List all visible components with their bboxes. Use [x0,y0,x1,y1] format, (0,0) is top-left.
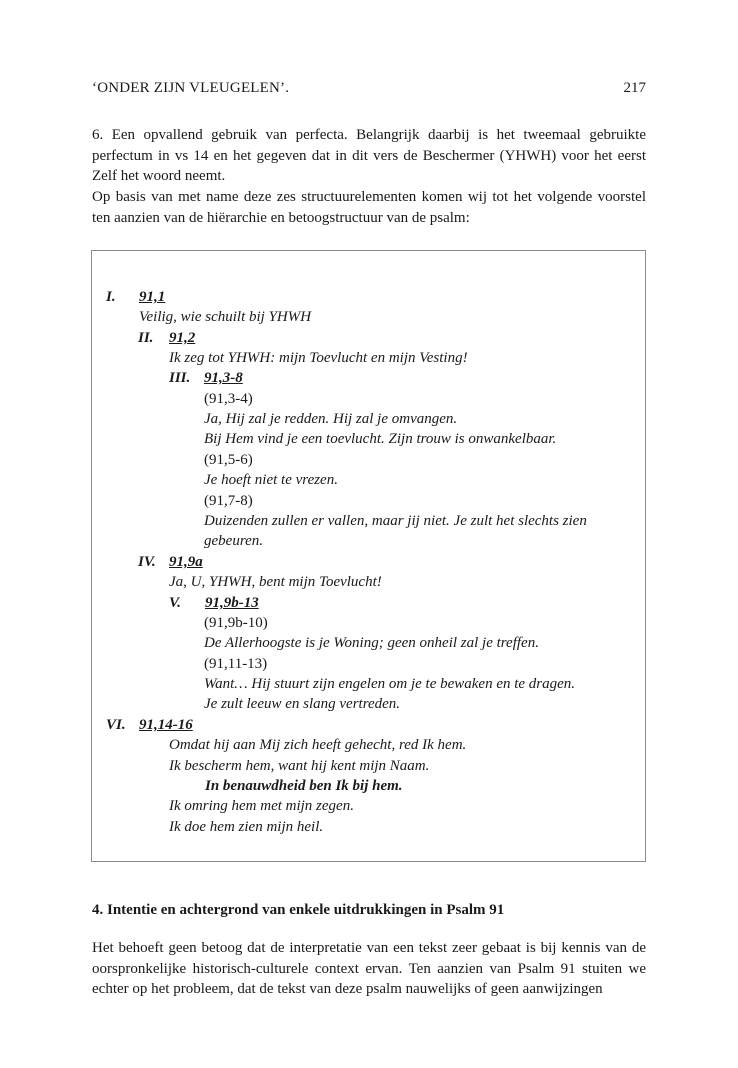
section-numeral-2: II. [138,330,154,346]
verse-line: Bij Hem vind je een toevlucht. Zijn trouw is onwankelbaar. [204,431,557,447]
section-numeral-1: I. [106,289,116,305]
verse-range: (91,11-13) [204,656,268,672]
section-heading: 4. Intentie en achtergrond van enkele uitdrukkingen in Psalm 91 [92,902,505,918]
section-ref-6: 91,14-16 [139,717,193,733]
verse-range: (91,3-4) [204,391,253,407]
section-paragraph: Het behoeft geen betoog dat de interpretatie van een tekst zeer gebaat is bij kennis van de oorspronkelijke historisch-culturele context ervan. Ten aanzien van Psalm 91 stuiten we echter op het probleem, dat de tekst van deze psalm nauwelijks of geen aanwijzingen [92,940,646,998]
section-ref-2: 91,2 [169,330,196,346]
running-header [92,78,646,98]
verse-line: Je zult leeuw en slang vertreden. [204,696,401,712]
section-ref-3: 91,3-8 [204,370,243,386]
section-ref-4: 91,9a [169,554,203,570]
verse-range: (91,9b-10) [204,615,268,631]
verse-line-emphasized: In benauwdheid ben Ik bij hem. [205,778,403,794]
section-numeral-6: VI. [106,717,126,733]
verse-range: (91,7-8) [204,493,253,509]
verse-range: (91,5-6) [204,452,253,468]
section-ref-5: 91,9b-13 [205,595,259,611]
verse-line: De Allerhoogste is je Woning; geen onheil zal je treffen. [204,635,539,651]
verse-line: Want… Hij stuurt zijn engelen om je te bewaken en te dragen. [204,676,576,692]
page-number: 217 [623,80,646,96]
verse-line: Duizenden zullen er vallen, maar jij niet. Je zult het slechts zien [204,513,587,529]
verse-line: Ik omring hem met mijn zegen. [169,798,354,814]
intro-paragraph-1: 6. Een opvallend gebruik van perfecta. Belangrijk daarbij is het tweemaal gebruikte perfectum in vs 14 en het gegeven dat in dit vers de Beschermer (YHWH) voor het eerst Zelf het woord neemt. [92,127,646,185]
section-numeral-4: IV. [138,554,156,570]
verse-line: gebeuren. [204,533,264,549]
section-numeral-3: III. [169,370,191,386]
section-text-1: Veilig, wie schuilt bij YHWH [139,309,312,325]
intro-paragraph-2: Op basis van met name deze zes structuurelementen komen wij tot het volgende voorstel ten aanzien van de hiërarchie en betoogstructuur van de psalm: [92,189,646,226]
running-title: ‘ONDER ZIJN VLEUGELEN’. [92,80,290,96]
section-text-4: Ja, U, YHWH, bent mijn Toevlucht! [169,574,382,590]
section-text-2: Ik zeg tot YHWH: mijn Toevlucht en mijn Vesting! [169,350,468,366]
verse-line: Omdat hij aan Mij zich heeft gehecht, red Ik hem. [169,737,467,753]
psalm-structure-box [91,250,646,862]
section-ref-1: 91,1 [139,289,166,305]
verse-line: Ik bescherm hem, want hij kent mijn Naam. [169,758,430,774]
section-numeral-5: V. [169,595,181,611]
verse-line: Je hoeft niet te vrezen. [204,472,338,488]
verse-line: Ik doe hem zien mijn heil. [169,819,324,835]
verse-line: Ja, Hij zal je redden. Hij zal je omvangen. [204,411,458,427]
